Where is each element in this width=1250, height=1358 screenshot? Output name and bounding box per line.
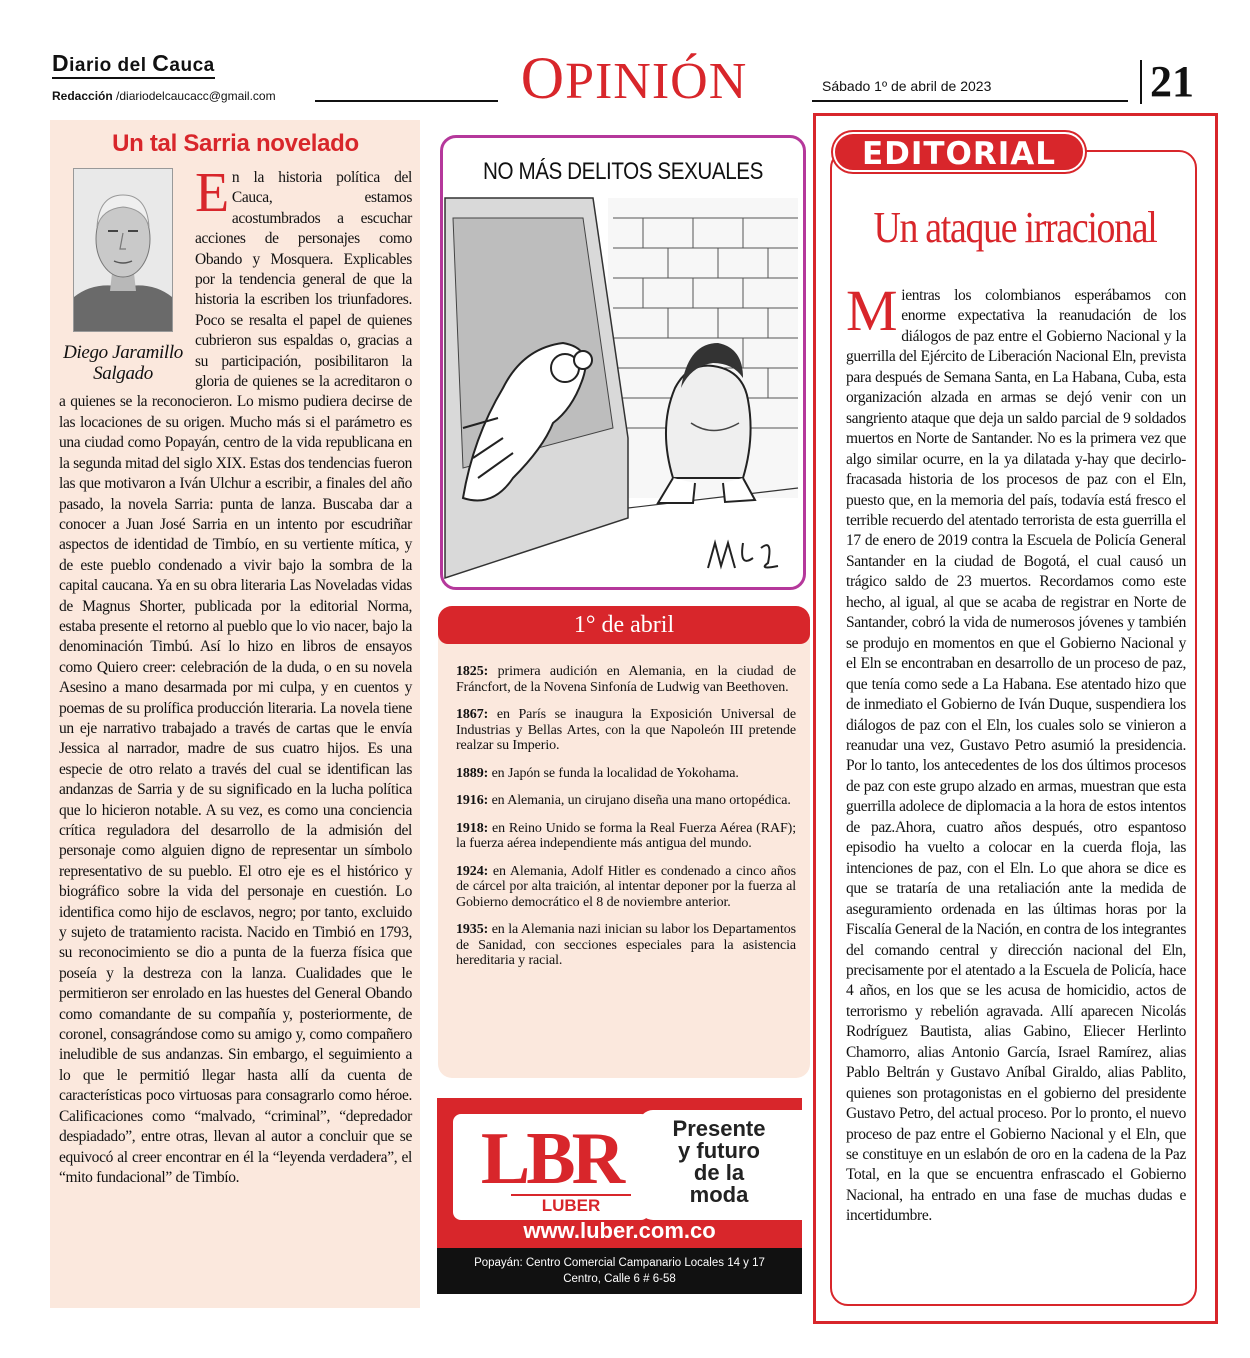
efemerides-year: 1935: <box>456 922 489 937</box>
efemerides-text: en Japón se funda la localidad de Yokohama. <box>488 765 739 781</box>
efemerides-item <box>456 766 796 782</box>
column-body <box>59 162 412 1188</box>
ad-slogan-line: moda <box>689 1182 749 1207</box>
author-photo <box>73 168 173 332</box>
editorial-cartoon <box>440 135 806 590</box>
ad-address <box>437 1248 802 1294</box>
header-rule-left <box>315 100 498 102</box>
lbr-logo: LBR <box>480 1118 622 1200</box>
editorial-tab: EDITORIAL <box>833 132 1085 172</box>
ad-website-link[interactable]: www.luber.com.co <box>523 1218 716 1243</box>
column-title: Un tal Sarria novelado <box>112 130 359 157</box>
cartoon-title: NO MÁS DELITOS SEXUALES <box>483 158 763 185</box>
editorial-text: ientras los colombianos esperábamos con enorme expectativa la reanudación de los diálogos de paz entre el Gobierno Nacional y la guerrilla del Ejército de Liberación Nacional Eln, prevista para después de Semana Santa, en La Habana, Cuba, esta organización alzada en armas se dejó venir con un sangriento ataque que deja un saldo parcial de 9 soldados muertos en Norte de Santander. No es la primera vez que algo similar ocurre, en la ya dilatada y-hay que decirlo- fracasada historia de los procesos de paz con el Eln, puesto que, en la memoria del país, todavía está fresco el terrible recuerdo del atentado terrorista de esta guerrilla el 17 de enero de 2019 contra la Escuela de Policía General Santander en la ciudad de Bogotá, el cual causó un trágico saldo de 23 muertos. Recordamos como este hecho, al igual, al que se acaba de registrar en Norte de Santander, cobró la vida de numerosos jóvenes y también se produjo en momentos en que el Gobierno Nacional y el Eln se encontraban en desarrollo de un proceso de paz, que tenía como sede a La Habana. Ese atentado hizo que de inmediato el Gobierno de Iván Duque, suspendiera los diálogos de paz con el Eln, los cuales solo se vinieron a reanudar una vez, Gustavo Petro asumió la presidencia. Por lo tanto, los antecedentes de los dos últimos procesos de paz con este grupo alzado en armas, muestran que esta guerrilla adolece de diplomacia a la hora de estos intentos de paz.Ahora, cuatro años después, otro espantoso episodio ha vuelto a colocar en la cuerda floja, las intenciones de paz, con el Eln. Lo que ahora se dice es que se trataría de una retaliación ante la medida de aseguramiento ordenada en las últimas horas por la Fiscalía General de la Nación, en contra de los integrantes del comando central y dirección nacional del Eln, precisamente por el atentado a la Escuela de Policía, hace 4 años, en los que se les acusa de homicidio, actos de terrorismo y rebelión agravada. Allí aparecen Nicolás Rodríguez Bautista, alias Gabino, Eliecer Herlinto Chamorro, alias Antonio García, Israel Ramírez, alias Pablo Beltrán y Gustavo Aníbal Giraldo, alias Pablito, quienes son protagonistas en el gobierno del presidente Gustavo Petro, del actual proceso. Por lo pronto, el nuevo proceso de paz entre el Gobierno Nacional y el Eln, que se constituye en un eslabón de oro en la cadena de la Paz Total, en la que se encuentra enfrascado el Gobierno Nacional, ha entrado en una fase de muchas dudas e incertidumbre. <box>846 287 1187 1225</box>
dropcap-letter: E <box>195 162 229 224</box>
efemerides-year: 1918: <box>456 820 489 836</box>
ad-red-panel <box>437 1098 802 1248</box>
author-name: Diego Jaramillo Salgado <box>63 342 183 384</box>
efemerides-text: primera audición en Alemania, en la ciudad de Fráncfort, de la Novena Sinfonía de Ludwig van Beethoven. <box>456 664 796 695</box>
newspaper-name-end: auca <box>169 55 215 76</box>
efemerides-year: 1916: <box>456 793 489 808</box>
efemerides-year: 1924: <box>456 863 489 879</box>
newspaper-name-initial-c: C <box>152 50 170 76</box>
opinion-column <box>50 120 420 1308</box>
efemerides-text: en la Alemania nazi inician su labor los Departamentos de Sanidad, con secciones especiales para la asistencia hereditaria y racial. <box>456 922 796 968</box>
ad-address-line: Centro, Calle 6 # 6-58 <box>563 1273 676 1285</box>
efemerides-list <box>456 664 796 981</box>
efemerides-year: 1867: <box>456 707 489 722</box>
newspaper-name <box>52 52 215 79</box>
editorial-title: Un ataque irracional <box>873 203 1157 252</box>
section-title-initial: O <box>520 45 566 111</box>
ad-address-line: Popayán: Centro Comercial Campanario Locales 14 y 17 <box>474 1257 765 1269</box>
newspaper-name-initial: D <box>52 50 70 76</box>
author-portrait-icon <box>74 169 172 331</box>
efemerides-text: en Reino Unido se forma la Real Fuerza Aérea (RAF); la fuerza aérea independiente más antigua del mundo. <box>456 820 796 851</box>
cartoon-drawing-icon <box>443 138 803 587</box>
efemerides-box <box>438 606 810 1078</box>
page-number-separator <box>1140 60 1142 104</box>
efemerides-text: en Alemania, un cirujano diseña una mano ortopédica. <box>488 793 791 808</box>
redaccion-label: Redacción <box>52 89 113 103</box>
issue-date: Sábado 1º de abril de 2023 <box>822 78 992 94</box>
ad-slogan <box>639 1110 839 1220</box>
efemerides-year: 1825: <box>456 664 489 679</box>
efemerides-text: en París se inaugura la Exposición Universal de Industrias y Bellas Artes, con la que Napoleón III pretende realzar su Imperio. <box>456 707 796 753</box>
ad-slogan-line: y futuro <box>678 1138 760 1163</box>
newspaper-name-part: iario del <box>69 55 153 76</box>
redaccion-email[interactable]: /diariodelcaucacc@gmail.com <box>112 89 276 103</box>
luber-brand: LUBER <box>511 1194 631 1214</box>
editorial-body <box>846 278 1187 1227</box>
efemerides-item <box>456 922 796 969</box>
section-title-rest: PINIÓN <box>565 53 748 110</box>
efemerides-item <box>456 664 796 695</box>
efemerides-year: 1889: <box>456 765 489 781</box>
author-box <box>59 168 187 384</box>
page-number: 21 <box>1150 57 1194 106</box>
column-text: n la historia política del Cauca, estamos acostumbrados a escuchar acciones de personajes como Obando y Mosquera. Explicables por la tendencia general de que la historia la escriben los triunfadores. Poco se resalta el papel de quienes cubrieron sus espaldas o, gracias a su participación, posibilitaron la gloria de quienes se la acreditaron o a quienes se la reconocieron. Lo mismo pudiera decirse de las locaciones de su origen. Mucho más si el parámetro es una ciudad como Popayán, centro de la vida republicana en la segunda mitad del siglo XIX. Estas dos tendencias fueron las que motivaron a Iván Ulchur a escribir, a finales del año pasado, la novela Sarria: punta de lanza. Buscaba dar a conocer a Juan José Sarria en un intento por escudriñar aspectos de identidad de Timbío, en su vertiente mítica, y de este pueblo condenado a vivir bajo la sombra de la capital caucana. Ya en su obra literaria Las Noveladas vidas de Magnus Shorter, publicada por la editorial Norma, estaba presente el retorno al pueblo que lo vio nacer, bajo la denominación Timbú. Así lo hizo en libros de ensayos como Quiero creer: celebración de la duda, o en su novela Asesino a mano desarmada por mi culpa, y en cuentos y poemas de su prolífica producción literaria. La novela tiene un eje narrativo trabajado a través de cartas que le envía Jessica al narrador, madre de sus cuatro hijos. Es una especie de otro relato a través del cual se identifican las andanzas de Sarria y de su significado en la lucha política que lo hicieron notable. A su vez, es como una conciencia crítica reguladora del desarrollo de la admisión del personaje como alguien digno de representar un símbolo representativo de su pueblo. El otro eje es el histórico y biográfico sobre la vida del personaje en cuestión. Lo identifica como hijo de esclavos, negro; por tanto, excluido y sujeto de tratamiento racista. Nacido en Timbió en 1793, su reconocimiento se dio a punta de la fuerza física que poseía y la destreza con la lanza. Cualidades que le permitieron ser enrolado en las huestes del General Obando como comandante de su compañía y, posteriormente, de coronel, consagrándose como su amigo y, como compañero ineludible de sus andanzas. Sin embargo, el seguimiento a lo que le permitió llegar hasta allí da cuenta de características poco virtuosas para consagrarlo como héroe. Calificaciones como “malvado, “criminal”, “depredador despiadado”, entre otras, llevan al autor a concluir que se equivocó al creer encontrar en él la “leyenda verdadera”, el “mito fundacional” de Timbío. <box>59 169 412 1186</box>
redaccion-line <box>52 89 276 103</box>
ad-slogan-line: Presente <box>672 1116 766 1141</box>
efemerides-item <box>456 864 796 911</box>
header-rule-right <box>812 100 1128 102</box>
ad-logo-box <box>453 1114 649 1220</box>
efemerides-item <box>456 707 796 754</box>
section-title <box>518 45 750 111</box>
luber-advertisement[interactable] <box>437 1098 802 1294</box>
efemerides-item <box>456 821 796 852</box>
editorial-dropcap: M <box>846 278 898 343</box>
efemerides-item <box>456 793 796 809</box>
ad-slogan-line: de la <box>693 1160 745 1185</box>
efemerides-heading: 1° de abril <box>438 606 810 644</box>
efemerides-text: en Alemania, Adolf Hitler es condenado a cinco años de cárcel por alta traición, al intentar deponer por la fuerza al Gobierno democrático el 8 de noviembre anterior. <box>456 863 796 910</box>
